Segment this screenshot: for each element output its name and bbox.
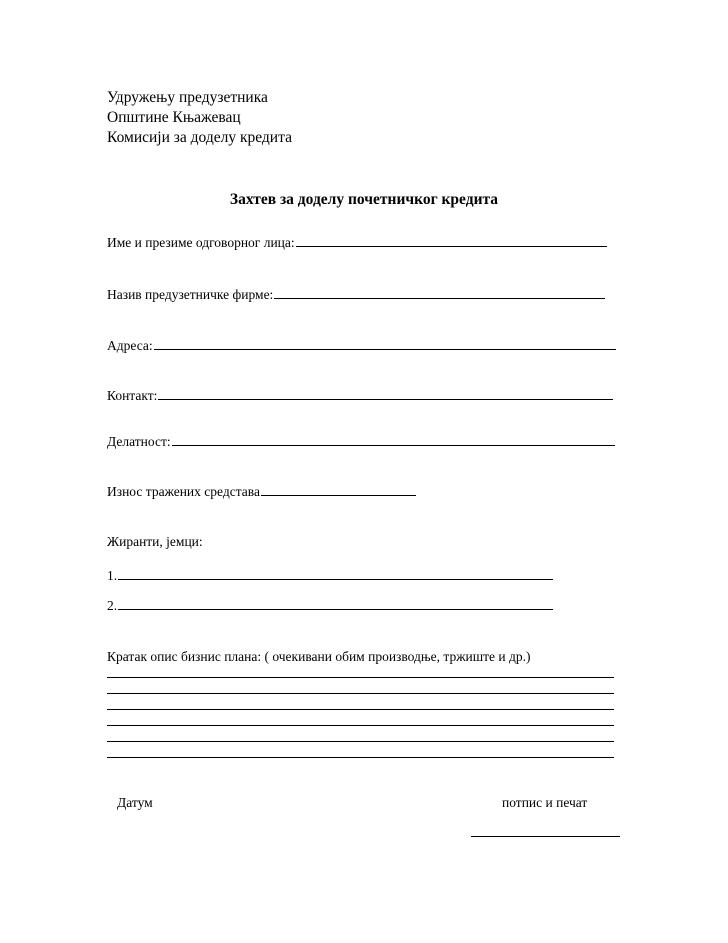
guarantor-2-number: 2. xyxy=(107,598,118,613)
field-amount-row xyxy=(107,483,416,500)
field-address-row xyxy=(107,337,616,354)
guarantor-1-blank[interactable] xyxy=(118,567,553,580)
plan-line-2[interactable] xyxy=(107,693,614,694)
signature-line[interactable] xyxy=(471,836,620,837)
field-company-label: Назив предузетничке фирме: xyxy=(107,287,274,302)
field-amount-label: Износ тражених средстава xyxy=(107,484,260,499)
guarantor-1-number: 1. xyxy=(107,568,118,583)
recipient-line-2: Општине Књажевац xyxy=(107,109,241,126)
field-activity-label: Делатност: xyxy=(107,434,171,449)
plan-line-1[interactable] xyxy=(107,677,614,678)
field-name-blank[interactable] xyxy=(296,234,607,247)
signature-label: потпис и печат xyxy=(502,795,588,810)
field-name-row xyxy=(107,234,607,251)
field-contact-label: Контакт: xyxy=(107,388,158,403)
field-address-label: Адреса: xyxy=(107,338,153,353)
field-company-row xyxy=(107,286,605,303)
field-activity-blank[interactable] xyxy=(172,433,615,446)
plan-line-6[interactable] xyxy=(107,757,614,758)
field-name-label: Име и презиме одговорног лица: xyxy=(107,235,295,250)
guarantor-2-row xyxy=(107,597,553,614)
recipient-line-1: Удружењу предузетника xyxy=(107,89,268,106)
plan-label: Кратак опис бизнис плана: ( очекивани обим производње, тржиште и др.) xyxy=(107,649,531,664)
field-contact-blank[interactable] xyxy=(158,387,613,400)
plan-line-5[interactable] xyxy=(107,741,614,742)
field-amount-blank[interactable] xyxy=(261,483,416,496)
plan-line-4[interactable] xyxy=(107,725,614,726)
field-company-blank[interactable] xyxy=(274,286,605,299)
recipient-line-3: Комисији за доделу кредита xyxy=(107,129,292,146)
guarantors-label: Жиранти, јемци: xyxy=(107,534,203,549)
field-address-blank[interactable] xyxy=(154,337,616,350)
field-contact-row xyxy=(107,387,613,404)
guarantor-1-row xyxy=(107,567,553,584)
plan-line-3[interactable] xyxy=(107,709,614,710)
guarantor-2-blank[interactable] xyxy=(118,597,553,610)
field-activity-row xyxy=(107,433,615,450)
document-title-text: Захтев за доделу почетничког кредита xyxy=(229,191,499,208)
date-label: Датум xyxy=(117,795,153,810)
document-title xyxy=(0,191,728,209)
